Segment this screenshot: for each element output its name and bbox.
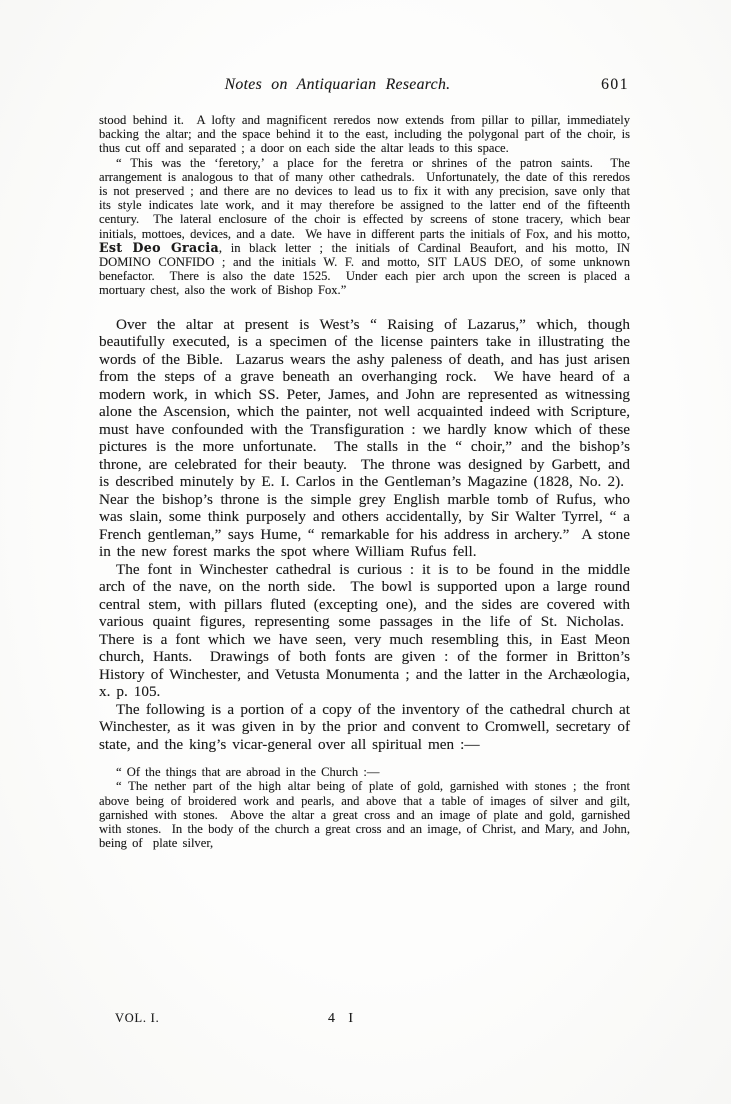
page-body [99,113,630,850]
text-segment: “ This was the ‘feretory,’ a place for the feretra or shrines of the patron saints. The arrangement is analogous to that of many other cathedrals. Unfortunately, the date of this reredos is not preserved ; and there are no devices to lead us to fix it with any precision, save only that its style indicates late work, and it may therefore be assigned to the latter end of the fifteenth century. The lateral enclosure of the choir is effected by screens of stone tracery, which bear initials, mottoes, devices, and a date. We have in different parts the initials of Fox, and his motto, [99,155,630,241]
paragraph [99,561,630,701]
text-segment: The following is a portion of a copy of the inventory of the cathedral church at Winchester, as it was given in by the prior and convent to Cromwell, secretary of state, and the king’s vicar-general over all spiritual men :— [99,700,630,753]
paragraph [99,701,630,754]
paragraph [99,779,630,850]
text-segment: , in black letter ; the initials of Cardinal Beaufort, and his motto, IN DOMINO CONFIDO ; and the initials W. F. and motto, SIT LAUS DEO, of some unknown benefactor. There is also the date 1525. Under each pier arch upon the screen is placed a mortuary chest, also the work of Bishop Fox.” [99,240,630,298]
text-segment: Over the altar at present is West’s “ Raising of Lazarus,” which, though beautifully executed, is a specimen of the license painters take in illustrating the words of the Bible. Lazarus wears the ashy paleness of death, and has just arisen from the steps of a grave beneath an overhanging rock. We have heard of a modern work, in which SS. Peter, James, and John are represented as witnessing alone the Ascension, which the painter, not well acquainted indeed with Scripture, must have confounded with the Transfiguration : we hardly know which of these pictures is the more unfortunate. The stalls in the “ choir,” and the bishop’s throne, are celebrated for their beauty. The throne was designed by Garbett, and is described minutely by E. I. Carlos in the Gentleman’s Magazine (1828, No. 2). Near the bishop’s throne is the simple grey English marble tomb of Rufus, who was slain, some think purposely and others accidentally, by Sir Walter Tyrrel, “ a French gentleman,” says Hume, “ remarkable for his address in archery.” A stone in the new forest marks the spot where William Rufus fell. [99,315,630,561]
paragraph [99,113,630,156]
signature-mark: 4 I [328,1010,353,1025]
running-title: Notes on Antiquarian Research. [224,76,451,93]
text-segment: The font in Winchester cathedral is curious : it is to be found in the middle arch of the nave, on the north side. The bowl is supported upon a large round central stem, with pillars fluted (excepting one), and the sides are covered with various quaint figures, representing some passages in the life of St. Nicholas. There is a font which we have seen, very much resembling this, in East Meon church, Hants. Drawings of both fonts are given : of the former in Britton’s History of Winchester, and Vetusta Monumenta ; and the latter in the Archæologia, x. p. 105. [99,560,630,701]
paragraph [99,316,630,561]
text-segment: stood behind it. A lofty and magnificent reredos now extends from pillar to pillar, immediately backing the altar; and the space behind it to the east, including the polygonal part of the choir, is thus cut off and separated ; a door on each side the altar leads to this space. [99,113,630,156]
blackletter-text: Est Deo Gracia [99,239,219,255]
text-block [99,76,630,1086]
paragraph [99,156,630,298]
running-header [99,76,630,113]
page-number: 601 [601,76,629,93]
text-segment: “ Of the things that are abroad in the Church :— [116,765,380,780]
volume-label: VOL. I. [115,1011,160,1025]
text-segment: “ The nether part of the high altar being of plate of gold, garnished with stones ; the front above being of broidered work and pearls, and above that a table of images of silver and gilt, garnished with stones. Above the altar a great cross and an image of plate and gold, garnished with stones. In the body of the church a great cross and an image, of Christ, and Mary, and John, being of plate silver, [99,779,630,851]
paragraph [99,765,630,779]
